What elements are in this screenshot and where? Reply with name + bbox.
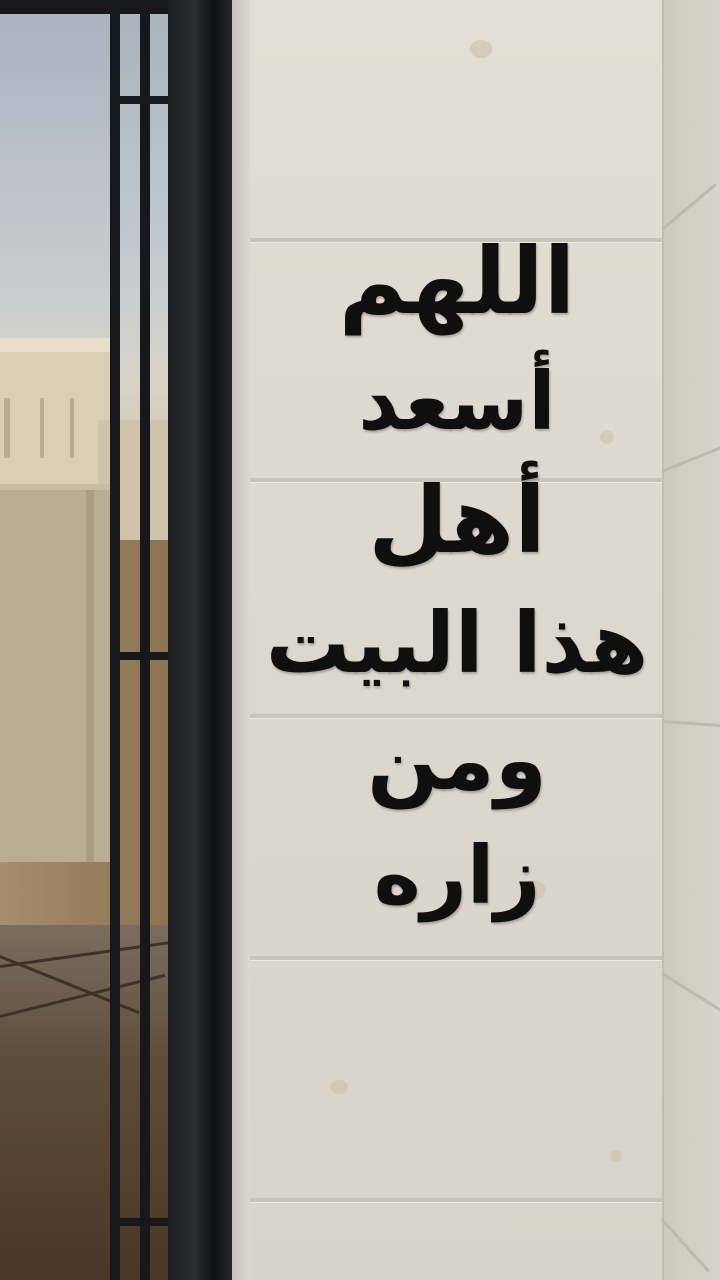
verse-line-4: هذا البيت <box>265 593 649 692</box>
wall-calligraphy <box>252 228 662 922</box>
verse-line-6: زاره <box>373 828 541 922</box>
stone-joint <box>250 1198 662 1203</box>
wall-reflection <box>0 484 112 862</box>
wall-edge <box>232 0 250 1280</box>
stone-joint <box>250 956 662 961</box>
door-frame <box>168 0 234 1280</box>
verse-line-1: اللهم <box>338 228 576 335</box>
verse-line-2: أسعد <box>358 354 556 448</box>
wall-side-face <box>662 0 720 1280</box>
door-crossbar <box>118 652 168 660</box>
door-bar <box>110 0 120 1280</box>
verse-line-3: أهل <box>368 467 546 575</box>
door-bar <box>140 0 150 1280</box>
verse-line-5: ومن <box>367 711 547 810</box>
door-crossbar <box>118 1218 168 1226</box>
door-crossbar <box>118 96 168 104</box>
